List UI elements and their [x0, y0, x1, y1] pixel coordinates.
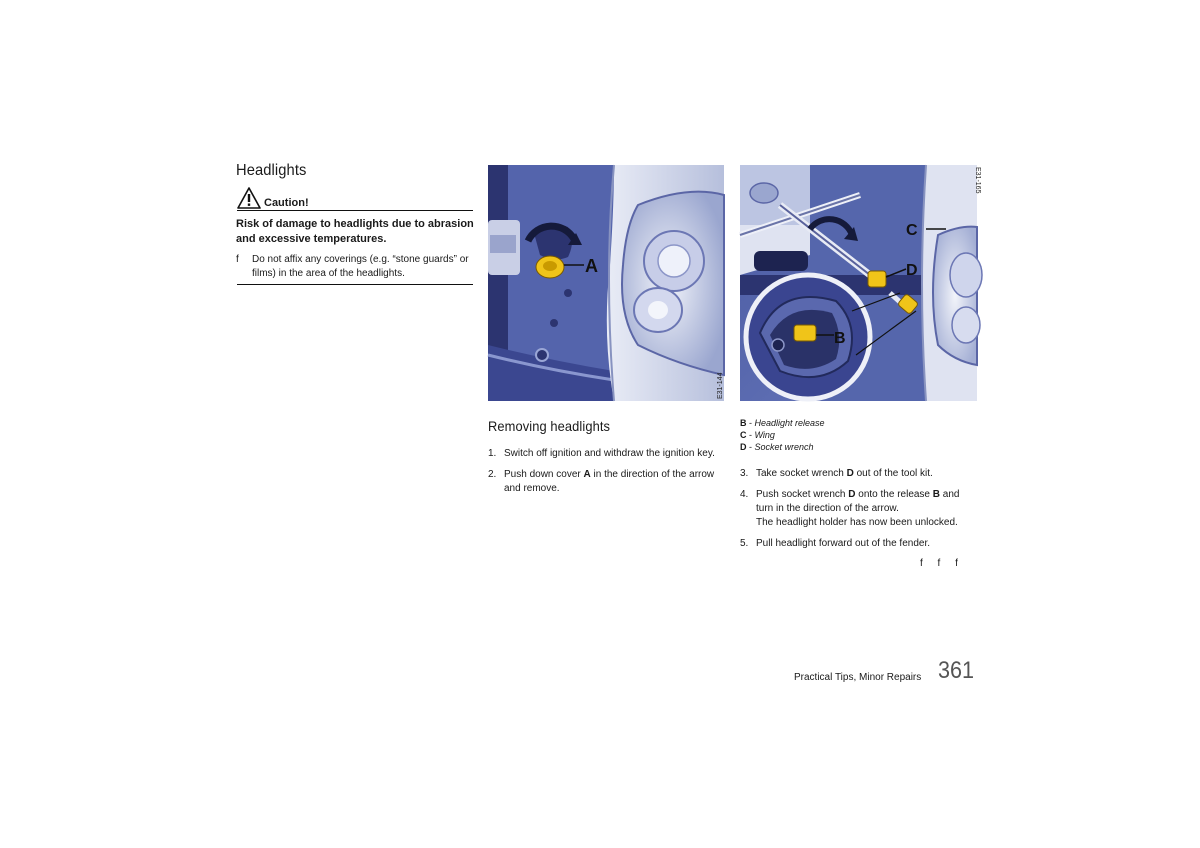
step-item [488, 468, 724, 496]
step-text [504, 448, 715, 459]
illustration-headlight-cover [488, 165, 724, 401]
footer-chapter: Practical Tips, Minor Repairs [794, 672, 922, 683]
warning-triangle-icon [237, 187, 261, 209]
text-fragment: onto the release [855, 489, 933, 500]
legend-item: D - Socket wrench [740, 441, 814, 452]
section-title: Headlights [236, 162, 307, 179]
callout-b-label: B [834, 330, 846, 347]
page-number: 361 [938, 657, 975, 684]
legend-item: B - Headlight release [740, 418, 825, 428]
step-item [488, 447, 724, 461]
legend-desc: Socket wrench [754, 441, 814, 452]
figure-code: E31-165 [974, 167, 981, 194]
step-text [504, 469, 714, 494]
text-fragment: Switch off ignition and withdraw the ignition key. [504, 448, 715, 459]
figure-code: E31-144 [717, 372, 724, 399]
legend-key: C [740, 429, 747, 440]
callout-c-label: C [906, 222, 918, 239]
legend-desc: Headlight release [754, 418, 825, 428]
legend-key: B [740, 418, 747, 428]
caution-label: Caution! [264, 197, 309, 209]
steps-list-left [488, 447, 724, 503]
figure-legend [740, 418, 825, 453]
bullet-marker: f [236, 254, 239, 265]
text-fragment: Push down cover [504, 469, 584, 480]
step-number: 3. [740, 468, 749, 479]
caution-header [237, 187, 473, 211]
callout-d-label: D [906, 262, 918, 279]
callout-a: A [585, 256, 598, 276]
step-item [740, 488, 976, 530]
step-number: 5. [740, 538, 749, 549]
part-label: D [848, 489, 856, 500]
figure-remove-cover [488, 165, 724, 401]
figure-release-holder [740, 165, 981, 401]
continued-marks: f f f [920, 558, 958, 569]
legend-item: C - Wing [740, 429, 775, 440]
step-text [756, 538, 930, 549]
step-number: 1. [488, 448, 497, 459]
step-item [740, 467, 976, 481]
caution-bullet-text: Do not affix any coverings (e.g. “stone guards” or films) in the area of the headlights. [252, 254, 469, 279]
legend-desc: Wing [754, 429, 775, 440]
caution-end-rule [237, 284, 473, 285]
step-text [756, 468, 933, 479]
text-fragment: in the direction of the arrow and remove. [504, 469, 715, 494]
step-subnote: The headlight holder has now been unlocked. [756, 517, 958, 528]
text-fragment: Pull headlight forward out of the fender. [756, 538, 931, 549]
text-fragment: Push socket wrench [756, 489, 849, 500]
steps-list-right [740, 467, 976, 558]
text-fragment: out of the tool kit. [853, 468, 933, 479]
caution-rule [237, 210, 473, 211]
part-label: A [583, 469, 591, 480]
text-fragment: Take socket wrench [756, 468, 847, 479]
caution-text: Risk of damage to headlights due to abrasion and excessive temperatures. [236, 218, 474, 245]
part-label: B [932, 489, 941, 500]
legend-key: D [740, 441, 747, 452]
illustration-socket-wrench [740, 165, 981, 401]
step-item [740, 537, 976, 551]
part-label: D [846, 468, 854, 479]
subsection-title: Removing headlights [488, 418, 611, 434]
step-text [756, 489, 959, 514]
text-fragment: and turn in the direction of the arrow. [756, 489, 960, 514]
step-number: 2. [488, 469, 497, 480]
step-number: 4. [740, 489, 749, 500]
